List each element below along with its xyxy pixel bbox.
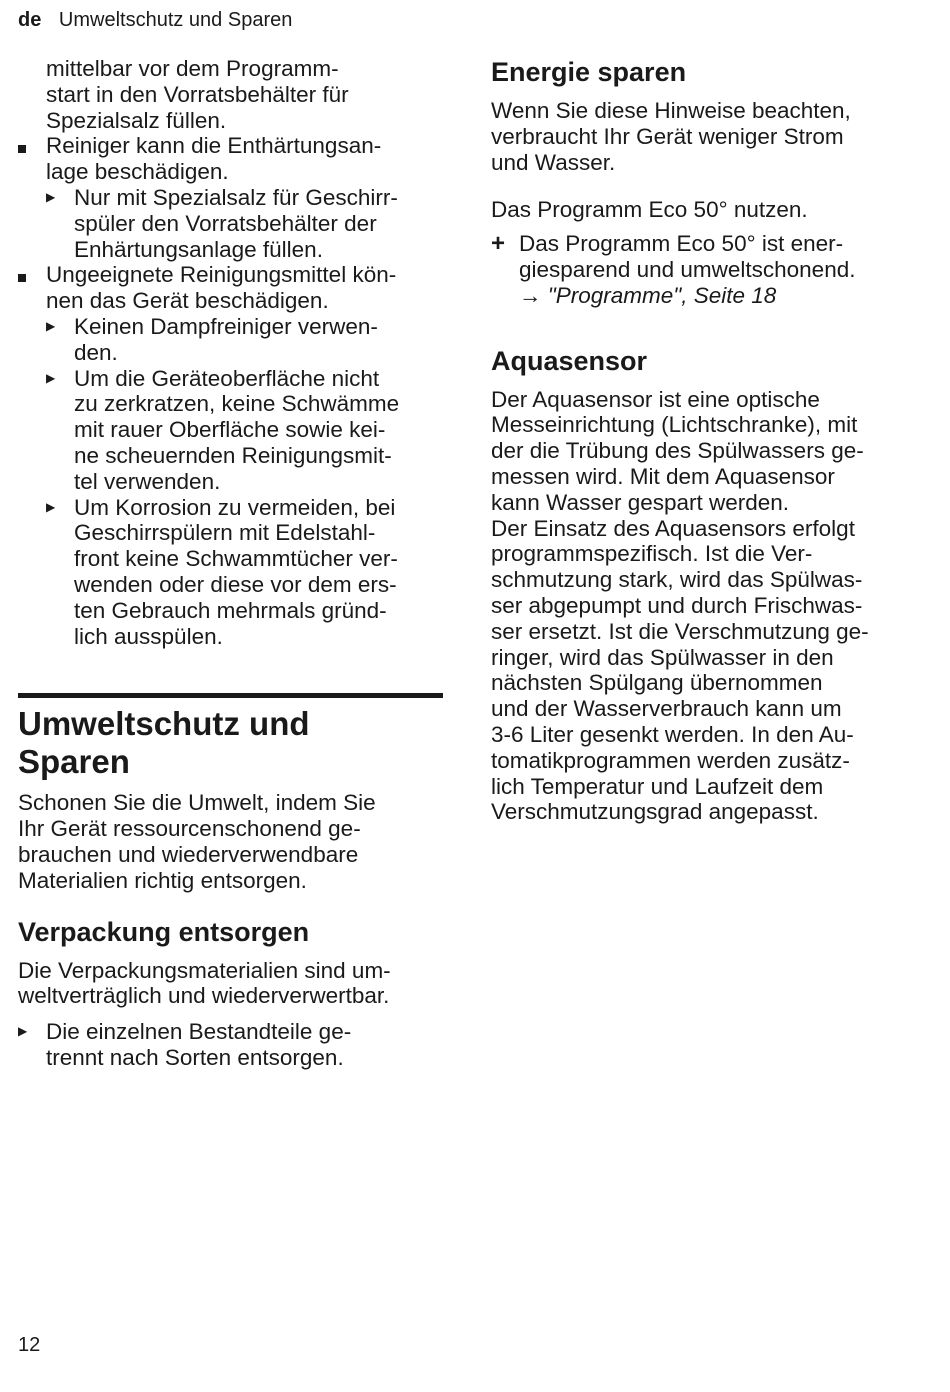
text-line: ne scheuernden Reinigungsmit- (74, 442, 392, 468)
programme-reference-link[interactable]: → "Programme", Seite 18 (519, 282, 777, 308)
text-line: Reiniger kann die Enthärtungsan- (46, 133, 382, 159)
text-line: nen das Gerät beschädigen. (46, 288, 329, 314)
text-line: ser abgepumpt und durch Frischwas- (491, 592, 863, 618)
step-text-packaging (46, 1019, 443, 1071)
text-line: und der Wasserverbrauch kann um (491, 696, 842, 722)
text-line: tomatikprogrammen werden zusätz- (491, 747, 850, 773)
packaging-heading: Verpackung entsorgen (18, 916, 310, 947)
header-section-title: Umweltschutz und Sparen (58, 9, 293, 31)
arrow-bullet-icon: ▶ (46, 189, 56, 204)
warning-item-softener (18, 133, 443, 185)
arrow-bullet-icon: ▶ (46, 370, 56, 385)
text-line: giesparend und umweltschonend. (519, 256, 856, 282)
text-line: Materialien richtig entsorgen. (18, 867, 307, 893)
step-item-packaging (18, 1019, 443, 1071)
step-text-sponges (74, 366, 443, 495)
packaging-text (18, 958, 443, 1010)
aquasensor-paragraph-2 (491, 516, 921, 826)
text-line: 3-6 Liter gesenkt werden. In den Au- (491, 721, 854, 747)
text-line: Das Programm Eco 50° ist ener- (519, 231, 844, 257)
arrow-bullet-icon: ▶ (46, 318, 56, 333)
energy-heading: Energie sparen (491, 57, 687, 87)
step-item-sponges (18, 366, 443, 495)
text-line: Die einzelnen Bestandteile ge- (46, 1019, 352, 1045)
right-column (491, 56, 921, 825)
aquasensor-paragraph-1 (491, 387, 921, 516)
text-line: Keinen Dampfreiniger verwen- (74, 313, 378, 339)
text-line: Messeinrichtung (Lichtschranke), mit (491, 412, 858, 438)
left-column (18, 56, 443, 1071)
section-divider (18, 693, 443, 698)
text-line: der die Trübung des Spülwassers ge- (491, 438, 864, 464)
text-line: messen wird. Mit dem Aquasensor (491, 463, 835, 489)
aquasensor-heading: Aquasensor (491, 345, 648, 376)
text-line: weltverträglich und wiederverwertbar. (18, 983, 390, 1009)
text-line: Die Verpackungsmaterialien sind um- (18, 957, 391, 983)
text-line: Nur mit Spezialsalz für Geschirr- (74, 184, 398, 210)
eco-program-line: Das Programm Eco 50° nutzen. (491, 197, 808, 223)
plus-icon: + (491, 230, 506, 258)
text-line: kann Wasser gespart werden. (491, 489, 790, 515)
text-line: brauchen und wiederverwendbare (18, 841, 359, 867)
text-line: Um Korrosion zu vermeiden, bei (74, 494, 396, 520)
text-line: schmutzung stark, wird das Spülwas- (491, 567, 863, 593)
text-line: verbraucht Ihr Gerät weniger Strom (491, 123, 844, 149)
text-line: lich ausspülen. (74, 623, 223, 649)
language-code: de (18, 9, 42, 31)
step-text-corrosion (74, 495, 443, 650)
arrow-bullet-icon: ▶ (46, 499, 56, 514)
text-line: Umweltschutz und (18, 705, 310, 743)
text-line: mit rauer Oberfläche sowie kei- (74, 417, 386, 443)
step-item-steam-cleaner (18, 314, 443, 366)
text-line: Schonen Sie die Umwelt, indem Sie (18, 790, 376, 816)
text-line: wenden oder diese vor dem ers- (74, 571, 397, 597)
text-line: Geschirrspülern mit Edelstahl- (74, 520, 376, 546)
text-line: den. (74, 339, 118, 365)
text-line: Verschmutzungsgrad angepasst. (491, 799, 819, 825)
text-line: lich Temperatur und Laufzeit dem (491, 773, 824, 799)
text-line: Wenn Sie diese Hinweise beachten, (491, 98, 851, 123)
text-line: Ihr Gerät ressourcenschonend ge- (18, 816, 361, 842)
text-line: und Wasser. (491, 149, 616, 175)
text-line: Der Aquasensor ist eine optische (491, 386, 820, 412)
text-line: spüler den Vorratsbehälter der (74, 210, 377, 236)
step-text-special-salt (74, 185, 443, 262)
text-line: Sparen (18, 743, 130, 781)
text-line: Enhärtungsanlage füllen. (74, 236, 323, 262)
text-line: ten Gebrauch mehrmals gründ- (74, 597, 387, 623)
intro-continuation (18, 56, 443, 133)
page-header (18, 8, 292, 32)
page-number: 12 (18, 1334, 41, 1356)
step-text-steam-cleaner (74, 314, 443, 366)
eco-benefit-item (491, 231, 921, 308)
text-line: trennt nach Sorten entsorgen. (46, 1044, 344, 1070)
text-line: nächsten Spülgang übernommen (491, 670, 823, 696)
section-intro (18, 790, 443, 893)
text-line: ringer, wird das Spülwasser in den (491, 644, 834, 670)
text-line: mittelbar vor dem Programm- (46, 56, 339, 81)
section-title (18, 705, 443, 781)
text-line: front keine Schwammtücher ver- (74, 546, 398, 572)
text-line: programmspezifisch. Ist die Ver- (491, 541, 813, 567)
text-line: Um die Geräteoberfläche nicht (74, 365, 380, 391)
text-line: Ungeeignete Reinigungsmittel kön- (46, 262, 397, 288)
energy-text (491, 98, 921, 175)
text-line: Spezialsalz füllen. (46, 107, 227, 133)
eco-benefit-text (519, 231, 921, 283)
text-line: zu zerkratzen, keine Schwämme (74, 391, 400, 417)
warning-text-softener (46, 133, 443, 185)
square-bullet-icon (18, 133, 26, 159)
text-line: ser ersetzt. Ist die Verschmutzung ge- (491, 618, 869, 644)
text-line: start in den Vorratsbehälter für (46, 81, 349, 107)
warning-text-cleaners (46, 262, 443, 314)
step-item-special-salt (18, 185, 443, 262)
text-line: tel verwenden. (74, 468, 221, 494)
square-bullet-icon (18, 262, 26, 288)
text-line: Der Einsatz des Aquasensors erfolgt (491, 515, 855, 541)
arrow-bullet-icon: ▶ (18, 1024, 28, 1039)
warning-item-cleaners (18, 262, 443, 314)
step-item-corrosion (18, 495, 443, 650)
text-line: lage beschädigen. (46, 159, 229, 185)
